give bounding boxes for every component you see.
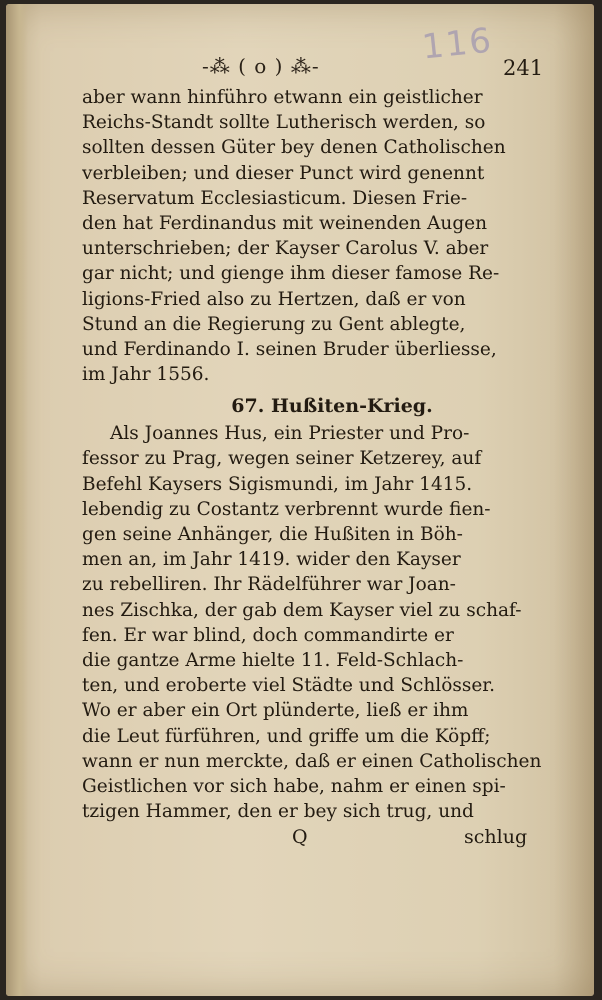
text-line: wann er nun merckte, daß er einen Catholischen [82, 750, 542, 772]
text-line: Geistlichen vor sich habe, nahm er einen spi- [82, 775, 506, 797]
handwritten-page-number: 116 [420, 20, 495, 68]
text-line: Befehl Kaysers Sigismundi, im Jahr 1415. [82, 473, 473, 495]
signature-mark: Q [292, 826, 308, 848]
text-line: verbleiben; und dieser Punct wird genennt [82, 162, 485, 184]
text-line: gar nicht; und gienge ihm dieser famose Re- [82, 263, 500, 285]
book-page [6, 4, 594, 996]
text-line: Reichs-Standt sollte Lutherisch werden, so [82, 112, 486, 134]
text-line: aber wann hinführo etwann ein geistlicher [82, 87, 483, 108]
page-number: 241 [503, 56, 544, 80]
section-heading: 67. Hußiten-Krieg. [231, 395, 433, 418]
text-line: ten, und eroberte viel Städte und Schlösser. [82, 675, 495, 697]
page-footer [6, 826, 594, 866]
page-header [6, 20, 594, 88]
text-line: unterschrieben; der Kayser Carolus V. aber [82, 238, 489, 260]
text-line: die Leut fürführen, und griffe um die Köpff; [82, 725, 491, 747]
text-line: Reservatum Ecclesiasticum. Diesen Frie- [82, 187, 468, 209]
text-line: zu rebelliren. Ihr Rädelführer war Joan- [82, 574, 456, 596]
text-line: tzigen Hammer, den er bey sich trug, und [82, 801, 474, 823]
text-line: im Jahr 1556. [82, 364, 210, 386]
catchword: schlug [464, 826, 528, 848]
text-line: fen. Er war blind, doch commandirte er [82, 624, 454, 646]
text-line: men an, im Jahr 1419. wider den Kayser [82, 549, 461, 571]
text-line: lebendig zu Costantz verbrennt wurde fien- [82, 498, 491, 520]
text-line: die gantze Arme hielte 11. Feld-Schlach- [82, 649, 464, 671]
text-line: den hat Ferdinandus mit weinenden Augen [82, 212, 488, 234]
body-text [82, 85, 542, 824]
text-line: Stund an die Regierung zu Gent ablegte, [82, 313, 466, 335]
text-line: ligions-Fried also zu Hertzen, daß er von [82, 288, 466, 310]
text-line: fessor zu Prag, wegen seiner Ketzerey, auf [82, 448, 482, 470]
text-line: Als Joannes Hus, ein Priester und Pro- [110, 423, 470, 445]
text-line: und Ferdinando I. seinen Bruder überliesse, [82, 338, 497, 360]
text-line: Wo er aber ein Ort plünderte, ließ er ihm [82, 700, 469, 722]
text-line: nes Zischka, der gab dem Kayser viel zu schaf- [82, 599, 522, 621]
text-line: sollten dessen Güter bey denen Catholischen [82, 137, 506, 159]
header-ornament: -⁂ ( o ) ⁂- [202, 54, 320, 78]
text-line: gen seine Anhänger, die Hußiten in Böh- [82, 524, 463, 545]
